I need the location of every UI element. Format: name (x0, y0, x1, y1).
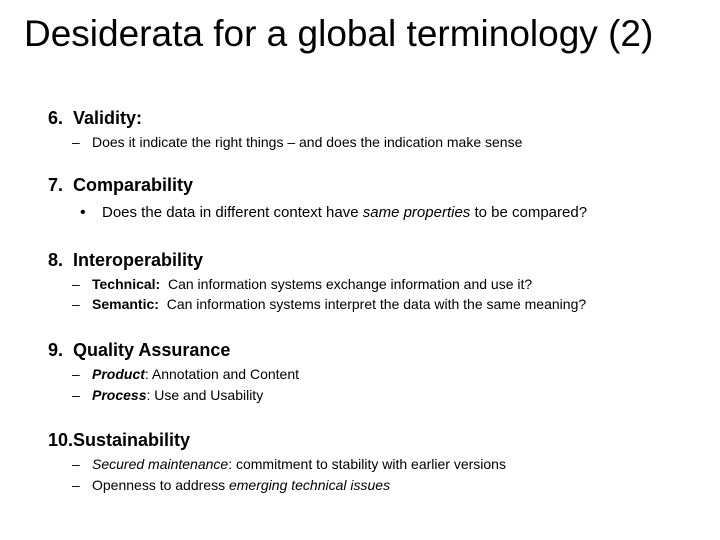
dash-marker: – (72, 296, 80, 312)
item-text: to be compared? (470, 204, 588, 221)
section-6-heading (48, 108, 142, 129)
section-title: Comparability (73, 175, 194, 195)
section-10-heading (48, 430, 190, 451)
dash-marker: – (72, 366, 80, 382)
item-label: Process (92, 387, 147, 403)
item-text: Openness to address (92, 477, 229, 493)
section-number: 7. (48, 175, 64, 195)
item-label: Technical: (92, 276, 161, 292)
dash-marker: – (72, 276, 80, 292)
section-number: 9. (48, 340, 64, 360)
section-title: Quality Assurance (73, 340, 231, 360)
section-title: Interoperability (73, 250, 204, 270)
section-7-heading (48, 175, 193, 196)
item-label: Product (92, 366, 145, 382)
item-label: Semantic: (92, 296, 159, 312)
item-text: Can information systems exchange information and use it? (167, 276, 533, 292)
section-6-item-1 (72, 134, 522, 150)
section-number: 10. (48, 430, 74, 450)
section-9-item-2 (72, 387, 263, 403)
section-8-item-2 (72, 296, 586, 312)
section-7-item-1 (80, 204, 587, 222)
section-9-item-1 (72, 366, 299, 382)
section-8-heading (48, 250, 203, 271)
item-emphasis: emerging technical issues (228, 477, 391, 493)
section-title: Sustainability (73, 430, 191, 450)
section-title: Validity: (73, 108, 143, 128)
slide-title: Desiderata for a global terminology (2) (24, 13, 654, 54)
section-8-item-1 (72, 276, 532, 292)
item-text: Can information systems interpret the data with the same meaning? (166, 296, 587, 312)
item-text: : Annotation and Content (144, 366, 300, 382)
item-text: : commitment to stability with earlier versions (228, 456, 506, 472)
dash-marker: – (72, 456, 80, 472)
dash-marker: – (72, 134, 80, 150)
section-10-item-1 (72, 456, 506, 472)
section-number: 6. (48, 108, 64, 128)
item-text: Does the data in different context have (102, 204, 363, 221)
item-label: Secured maintenance (92, 456, 229, 472)
section-number: 8. (48, 250, 64, 270)
dash-marker: – (72, 477, 80, 493)
item-text: Does it indicate the right things – and does the indication make sense (92, 134, 523, 150)
section-10-item-2 (72, 477, 390, 493)
bullet-marker: • (80, 204, 86, 221)
item-text: : Use and Usability (146, 387, 264, 403)
dash-marker: – (72, 387, 80, 403)
section-9-heading (48, 340, 230, 361)
item-emphasis: same properties (362, 204, 471, 221)
